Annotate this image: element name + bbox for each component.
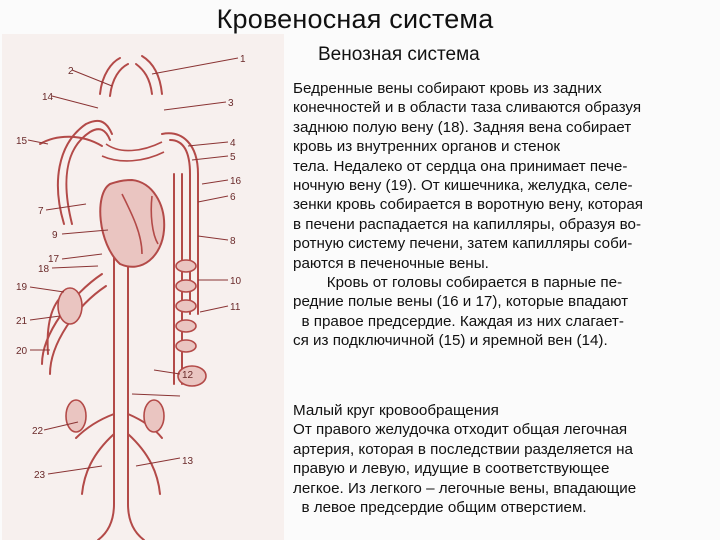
label-16: 16 — [230, 176, 242, 187]
label-5: 5 — [230, 152, 236, 163]
text-line: легкое. Из легкого – легочные вены, впадающие — [293, 479, 637, 497]
slide-title: Кровеносная система — [216, 4, 494, 34]
label-7: 7 — [38, 206, 44, 217]
text-line: тела. Недалеко от сердца она принимает пече- — [293, 157, 628, 175]
label-14: 14 — [42, 92, 54, 103]
text-line: Бедренные вены собирают кровь из задних — [293, 80, 602, 97]
text-line: правую и левую, идущие в соответствующее — [293, 460, 610, 478]
text-line: Кровь от головы собирается в парные пе- — [293, 274, 623, 292]
text-line: в левое предсердие общим отверстием. — [293, 499, 587, 517]
label-13: 13 — [182, 456, 194, 467]
text-line: зенки кровь собирается в воротную вену, которая — [293, 196, 644, 214]
text-line: ночную вену (19). От кишечника, желудка, селе- — [293, 177, 633, 195]
label-9: 9 — [52, 230, 58, 241]
text-line: Малый круг кровообращения — [293, 402, 499, 419]
text-line: ся из подключичной (15) и яремной вен (14). — [293, 332, 608, 350]
text-line: артерия, которая в последствии разделяется на — [293, 440, 633, 458]
text-line: заднюю полую вену (18). Задняя вена собирает — [293, 118, 632, 136]
venous-system-paragraph — [293, 79, 718, 351]
circulatory-system-diagram — [2, 34, 284, 540]
label-19: 19 — [16, 282, 28, 293]
section-subtitle: Венозная система — [318, 44, 480, 65]
label-12: 12 — [182, 370, 194, 381]
text-line: в правое предсердие. Каждая из них слагает- — [293, 312, 624, 330]
text-line: конечностей и в области таза сливаются образуя — [293, 99, 642, 117]
label-21: 21 — [16, 316, 28, 327]
label-2: 2 — [68, 66, 74, 77]
text-line: редние полые вены (16 и 17), которые впадают — [293, 293, 629, 311]
label-22: 22 — [32, 426, 44, 437]
text-line: ротную систему печени, затем капилляры соби- — [293, 235, 633, 253]
label-23: 23 — [34, 470, 46, 481]
text-line: в печени распадается на капилляры, образуя во- — [293, 215, 641, 233]
label-4: 4 — [230, 138, 236, 149]
text-line: раются в печеночные вены. — [293, 254, 489, 272]
label-18: 18 — [38, 264, 50, 275]
label-1: 1 — [240, 54, 246, 65]
text-line: кровь из внутренних органов и стенок — [293, 138, 561, 156]
label-10: 10 — [230, 276, 242, 287]
label-11: 11 — [230, 302, 241, 313]
text-line: От правого желудочка отходит общая легочная — [293, 421, 628, 439]
pulmonary-circulation-paragraph — [293, 401, 718, 517]
label-20: 20 — [16, 346, 28, 357]
label-3: 3 — [228, 98, 234, 109]
label-8: 8 — [230, 236, 236, 247]
label-15: 15 — [16, 136, 28, 147]
label-17: 17 — [48, 254, 60, 265]
label-6: 6 — [230, 192, 236, 203]
